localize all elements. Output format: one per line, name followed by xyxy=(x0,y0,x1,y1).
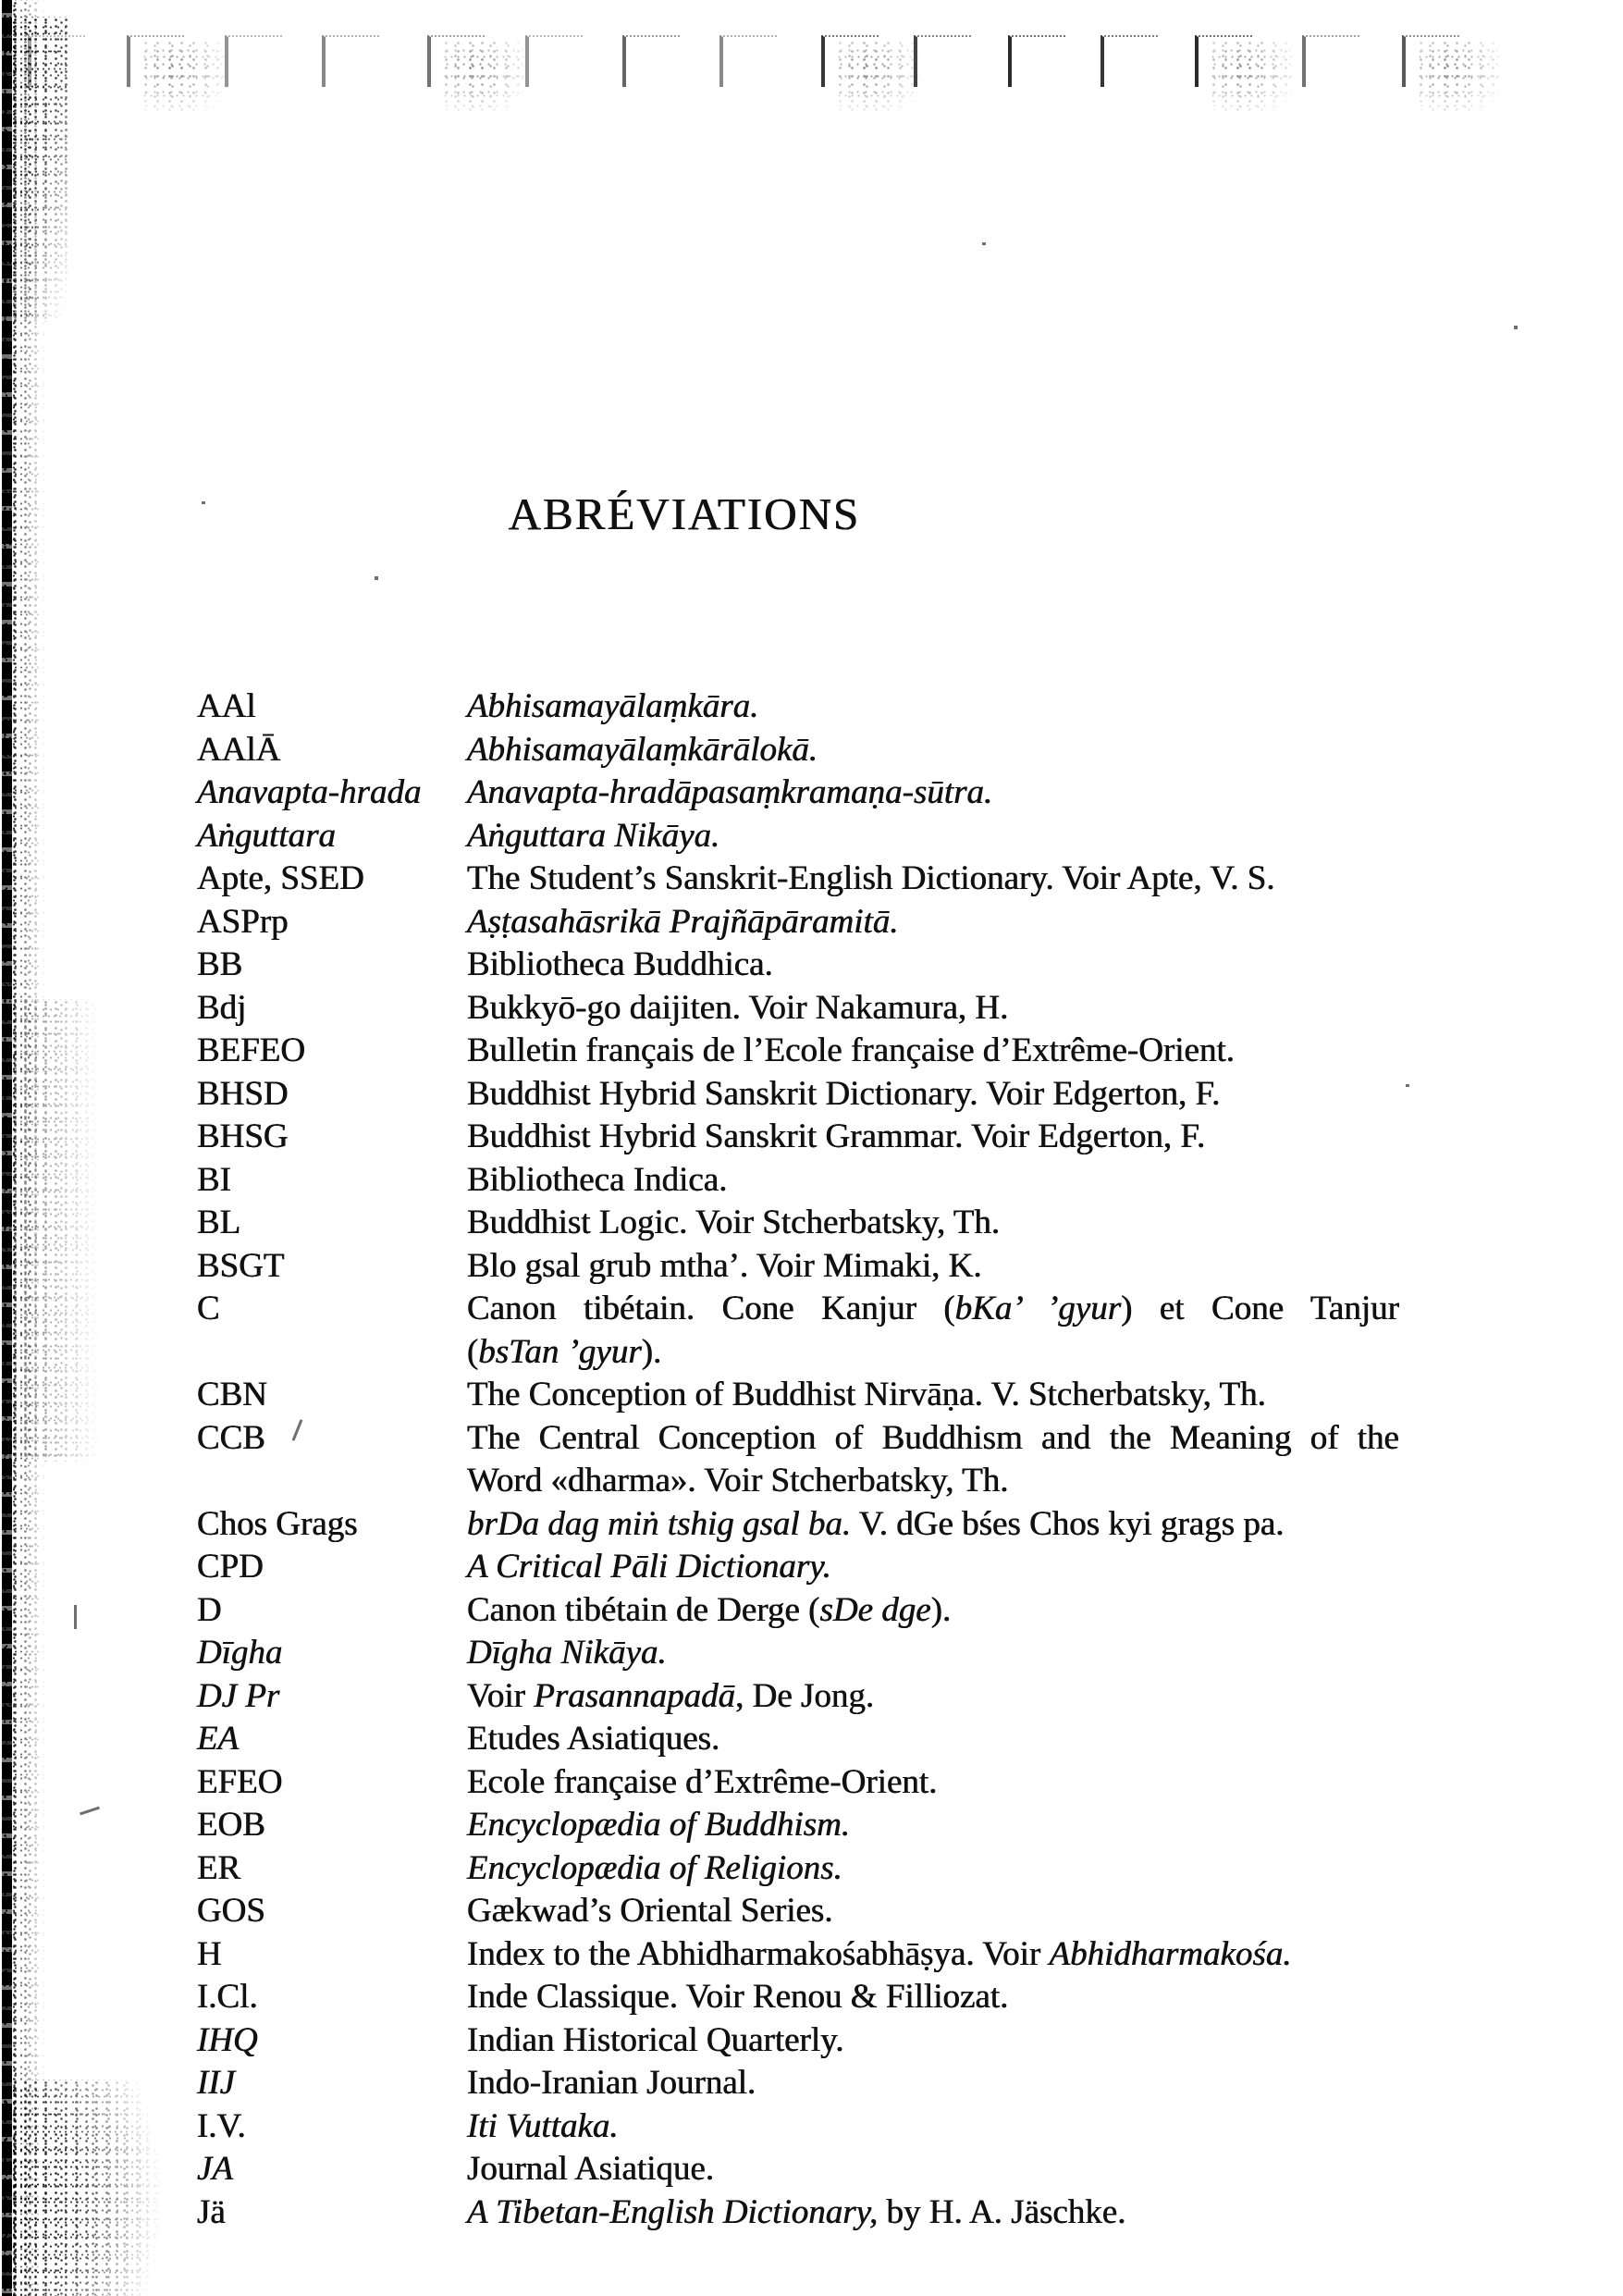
frame-tick-mark xyxy=(525,35,583,87)
frame-tick-mark xyxy=(1100,35,1158,87)
abbreviation-label: Chos Grags xyxy=(197,1504,358,1543)
abbreviation-entry xyxy=(197,1202,1404,1245)
text-segment: Buddhist Hybrid Sanskrit Dictionary. Voir Edgerton, F. xyxy=(467,1074,1221,1113)
definition-text xyxy=(467,1073,1399,1117)
definition-text xyxy=(467,1675,1399,1719)
frame-tick-speckle xyxy=(1415,39,1500,113)
definition-line xyxy=(467,1761,1399,1805)
definition-text xyxy=(467,1761,1399,1805)
definition-text xyxy=(467,1718,1399,1761)
text-segment: Prasannapadā xyxy=(534,1676,736,1715)
abbreviation-label: BEFEO xyxy=(197,1031,306,1069)
text-segment: Buddhist Hybrid Sanskrit Grammar. Voir Edgerton, F. xyxy=(467,1117,1206,1155)
definition-line xyxy=(467,1589,1399,1633)
frame-tick-speckle xyxy=(1208,39,1293,113)
text-segment: Abhisamayālaṃkāra. xyxy=(467,687,759,725)
definition-line xyxy=(467,1804,1399,1847)
abbreviation-label: CCB xyxy=(197,1418,266,1457)
abbreviation-entry xyxy=(197,1718,1404,1761)
definition-line xyxy=(467,2191,1399,2235)
text-segment: bsTan ’gyur xyxy=(478,1332,642,1371)
definition-text xyxy=(467,2105,1399,2149)
abbreviation-entry xyxy=(197,987,1404,1031)
definition-text xyxy=(467,901,1399,944)
text-segment: The Central Conception of Buddhism and the Meaning of the xyxy=(467,1418,1399,1457)
definition-line xyxy=(467,1632,1399,1675)
definition-text xyxy=(467,1589,1399,1633)
definition-line xyxy=(467,1417,1399,1461)
definition-line xyxy=(467,2062,1399,2105)
scan-noise-mid-left xyxy=(0,999,111,1462)
definition-text xyxy=(467,2062,1399,2105)
frame-tick-mark xyxy=(28,35,85,87)
definition-text xyxy=(467,1159,1399,1203)
definition-text xyxy=(467,1202,1399,1245)
abbreviation-entry xyxy=(197,1374,1404,1417)
abbreviation-label: IIJ xyxy=(197,2064,236,2102)
abbreviation-label: IHQ xyxy=(197,2020,258,2059)
text-segment: ). xyxy=(930,1590,952,1629)
definition-line xyxy=(467,1030,1399,1073)
text-segment: Indian Historical Quarterly. xyxy=(467,2020,844,2059)
abbreviation-label: ER xyxy=(197,1848,241,1887)
definition-text xyxy=(467,1245,1399,1289)
abbreviation-label: BI xyxy=(197,1160,231,1199)
abbreviation-entry xyxy=(197,1503,1404,1547)
definition-line xyxy=(467,2019,1399,2063)
text-segment: Blo gsal grub mtha’. Voir Mimaki, K. xyxy=(467,1246,982,1285)
definition-text xyxy=(467,2019,1399,2063)
abbreviation-label: BHSD xyxy=(197,1074,289,1113)
definition-line xyxy=(467,1073,1399,1117)
definition-text xyxy=(467,1933,1399,1977)
definition-text xyxy=(467,1847,1399,1891)
definition-line xyxy=(467,858,1399,901)
text-segment: Aṅguttara Nikāya. xyxy=(467,816,720,855)
frame-tick-mark xyxy=(322,35,379,87)
scan-speck xyxy=(375,576,378,580)
text-segment: Encyclopædia of Religions. xyxy=(467,1848,842,1887)
abbreviation-entry xyxy=(197,2062,1404,2105)
abbreviation-entry xyxy=(197,1288,1404,1374)
abbreviation-label: AAl xyxy=(197,687,256,725)
text-segment: Iti Vuttaka. xyxy=(467,2106,619,2145)
abbreviation-entry xyxy=(197,901,1404,944)
abbreviation-entry xyxy=(197,1761,1404,1805)
abbreviation-label: BSGT xyxy=(197,1246,285,1285)
frame-tick-mark xyxy=(719,35,777,87)
definition-line xyxy=(467,944,1399,987)
frame-tick-speckle xyxy=(140,39,225,113)
frame-tick-mark xyxy=(225,35,282,87)
abbreviation-label: H xyxy=(197,1934,222,1973)
text-segment: Bibliotheca Buddhica. xyxy=(467,945,773,983)
abbreviation-entry xyxy=(197,1933,1404,1977)
definition-text xyxy=(467,1503,1399,1547)
abbreviation-list xyxy=(197,685,1404,2234)
abbreviation-label: Bdj xyxy=(197,988,247,1027)
scan-speck xyxy=(982,242,986,245)
abbreviation-label: ASPrp xyxy=(197,902,289,941)
text-segment: Bukkyō-go daijiten. Voir Nakamura, H. xyxy=(467,988,1009,1027)
text-segment: ). xyxy=(641,1332,662,1371)
abbreviation-label: I.Cl. xyxy=(197,1978,258,2016)
abbreviation-label: Dīgha xyxy=(197,1634,283,1672)
text-segment: , De Jong. xyxy=(735,1676,875,1715)
text-segment: The Conception of Buddhist Nirvāṇa. V. Stcherbatsky, Th. xyxy=(467,1376,1266,1413)
text-segment: Aṣṭasahāsrikā Prajñāpāramitā. xyxy=(467,902,899,941)
abbreviation-entry xyxy=(197,1073,1404,1117)
text-segment: Indo-Iranian Journal. xyxy=(467,2064,756,2102)
text-segment: Bibliotheca Indica. xyxy=(467,1160,728,1199)
definition-text xyxy=(467,987,1399,1031)
text-segment: Dīgha Nikāya. xyxy=(467,1634,667,1672)
definition-line xyxy=(467,1374,1399,1417)
abbreviation-entry xyxy=(197,1116,1404,1159)
abbreviation-entry xyxy=(197,2148,1404,2191)
definition-text xyxy=(467,1116,1399,1159)
text-segment: Bulletin français de l’Ecole française d’Extrême-Orient. xyxy=(467,1031,1236,1069)
definition-line xyxy=(467,2148,1399,2191)
definition-text xyxy=(467,1890,1399,1933)
text-segment: Index to the Abhidharmakośabhāṣya. Voir xyxy=(467,1934,1050,1973)
definition-line xyxy=(467,1546,1399,1589)
definition-text xyxy=(467,1804,1399,1847)
abbreviation-entry xyxy=(197,1675,1404,1719)
definition-line xyxy=(467,685,1399,729)
definition-line xyxy=(467,729,1399,772)
abbreviation-label: C xyxy=(197,1290,220,1327)
text-segment: sDe dge xyxy=(819,1590,931,1629)
definition-text xyxy=(467,2148,1399,2191)
text-segment: by H. A. Jäschke. xyxy=(878,2192,1126,2231)
definition-line xyxy=(467,1847,1399,1891)
definition-line xyxy=(467,1288,1399,1331)
text-segment: ( xyxy=(467,1332,479,1371)
definition-line xyxy=(467,1460,1399,1503)
abbreviation-label: BHSG xyxy=(197,1117,289,1155)
definition-text xyxy=(467,1288,1399,1374)
definition-line xyxy=(467,1933,1399,1977)
abbreviation-entry xyxy=(197,1546,1404,1589)
abbreviation-entry xyxy=(197,1245,1404,1289)
definition-text xyxy=(467,815,1399,858)
definition-text xyxy=(467,1632,1399,1675)
definition-line xyxy=(467,901,1399,944)
abbreviation-entry xyxy=(197,1890,1404,1933)
text-segment: V. dGe bśes Chos kyi grags pa. xyxy=(851,1504,1285,1543)
abbreviation-label: GOS xyxy=(197,1892,266,1930)
abbreviation-entry xyxy=(197,1589,1404,1633)
abbreviation-entry xyxy=(197,2019,1404,2063)
text-segment: Buddhist Logic. Voir Stcherbatsky, Th. xyxy=(467,1204,1001,1241)
abbreviation-label: CPD xyxy=(197,1548,264,1586)
scan-speck xyxy=(80,1807,100,1816)
definition-text xyxy=(467,1374,1399,1417)
abbreviation-entry xyxy=(197,729,1404,772)
abbreviation-label: CBN xyxy=(197,1376,268,1413)
definition-line xyxy=(467,772,1399,815)
definition-text xyxy=(467,1546,1399,1589)
abbreviation-label: Anavapta-hrada xyxy=(197,773,422,811)
text-segment: Encyclopædia of Buddhism. xyxy=(467,1806,851,1844)
text-segment: A Critical Pāli Dictionary. xyxy=(467,1548,831,1586)
definition-text xyxy=(467,1976,1399,2019)
abbreviation-entry xyxy=(197,1804,1404,1847)
definition-text xyxy=(467,685,1399,729)
definition-line xyxy=(467,1675,1399,1719)
abbreviation-label: Aṅguttara xyxy=(197,816,337,855)
abbreviation-label: EA xyxy=(197,1720,240,1758)
definition-line xyxy=(467,2105,1399,2149)
abbreviation-entry xyxy=(197,944,1404,987)
definition-line xyxy=(467,1718,1399,1761)
definition-line xyxy=(467,1202,1399,1245)
definition-text xyxy=(467,1030,1399,1073)
text-segment: The Student’s Sanskrit-English Dictionary. Voir Apte, V. S. xyxy=(467,859,1275,897)
definition-line xyxy=(467,1116,1399,1159)
abbreviation-entry xyxy=(197,1847,1404,1891)
text-segment: Journal Asiatique. xyxy=(467,2150,715,2188)
abbreviation-label: AAlĀ xyxy=(197,730,281,769)
definition-text xyxy=(467,944,1399,987)
abbreviation-entry xyxy=(197,2105,1404,2149)
abbreviation-label: JA xyxy=(197,2150,234,2188)
definition-text xyxy=(467,729,1399,772)
definition-text xyxy=(467,2191,1399,2235)
definition-line xyxy=(467,1159,1399,1203)
abbreviation-label: BB xyxy=(197,945,243,983)
text-segment: Canon tibétain de Derge ( xyxy=(467,1590,820,1629)
scan-speck xyxy=(74,1605,77,1629)
page-title: ABRÉVIATIONS xyxy=(508,488,861,539)
definition-line xyxy=(467,1890,1399,1933)
text-segment: Inde Classique. Voir Renou & Filliozat. xyxy=(467,1978,1009,2016)
text-segment: Word «dharma». Voir Stcherbatsky, Th. xyxy=(467,1462,1009,1500)
definition-line xyxy=(467,1976,1399,2019)
abbreviation-entry xyxy=(197,1976,1404,2019)
frame-tick-speckle xyxy=(834,39,919,113)
scan-noise-bottom-left xyxy=(0,2080,176,2296)
text-segment: Gækwad’s Oriental Series. xyxy=(467,1892,833,1930)
abbreviation-label: Jä xyxy=(197,2192,226,2231)
text-segment: Abhisamayālaṃkārālokā. xyxy=(467,730,818,769)
abbreviation-label: EOB xyxy=(197,1806,265,1844)
frame-tick-mark xyxy=(622,35,680,87)
definition-line xyxy=(467,815,1399,858)
abbreviation-entry xyxy=(197,772,1404,815)
frame-tick-mark xyxy=(1008,35,1065,87)
definition-line xyxy=(467,1245,1399,1289)
text-segment: Ecole française d’Extrême-Orient. xyxy=(467,1762,938,1801)
abbreviation-label: BL xyxy=(197,1204,241,1241)
text-segment: Etudes Asiatiques. xyxy=(467,1720,720,1758)
text-segment: Abhidharmakośa. xyxy=(1049,1934,1292,1973)
text-segment: bKa’ ’gyur xyxy=(954,1290,1122,1327)
text-segment: brDa dag miṅ tshig gsal ba. xyxy=(467,1504,852,1543)
text-segment: A Tibetan-English Dictionary, xyxy=(467,2192,879,2231)
text-segment: Canon tibétain. Cone Kanjur ( xyxy=(467,1290,955,1327)
text-segment: ) et Cone Tanjur xyxy=(1121,1290,1400,1327)
abbreviation-entry xyxy=(197,1417,1404,1503)
abbreviation-entry xyxy=(197,2191,1404,2235)
abbreviation-label: EFEO xyxy=(197,1762,283,1801)
definition-text xyxy=(467,858,1399,901)
frame-tick-speckle xyxy=(440,39,525,113)
frame-tick-mark xyxy=(1302,35,1359,87)
scan-speck xyxy=(1406,1084,1409,1087)
definition-line xyxy=(467,1503,1399,1547)
definition-line xyxy=(467,1331,1399,1375)
abbreviation-entry xyxy=(197,1030,1404,1073)
definition-line xyxy=(467,987,1399,1031)
abbreviation-entry xyxy=(197,1632,1404,1675)
abbreviation-entry xyxy=(197,858,1404,901)
text-segment: Voir xyxy=(467,1676,535,1715)
abbreviation-entry xyxy=(197,1159,1404,1203)
abbreviation-label: I.V. xyxy=(197,2106,246,2145)
definition-text xyxy=(467,772,1399,815)
abbreviation-label: D xyxy=(197,1590,222,1629)
scan-speck xyxy=(1514,326,1518,329)
text-segment: Anavapta-hradāpasaṃkramaṇa-sūtra. xyxy=(467,773,993,811)
abbreviation-label: Apte, SSED xyxy=(197,859,364,897)
abbreviation-entry xyxy=(197,685,1404,729)
frame-tick-mark xyxy=(914,35,971,87)
abbreviation-label: DJ Pr xyxy=(197,1676,280,1715)
definition-text xyxy=(467,1417,1399,1503)
abbreviation-entry xyxy=(197,815,1404,858)
